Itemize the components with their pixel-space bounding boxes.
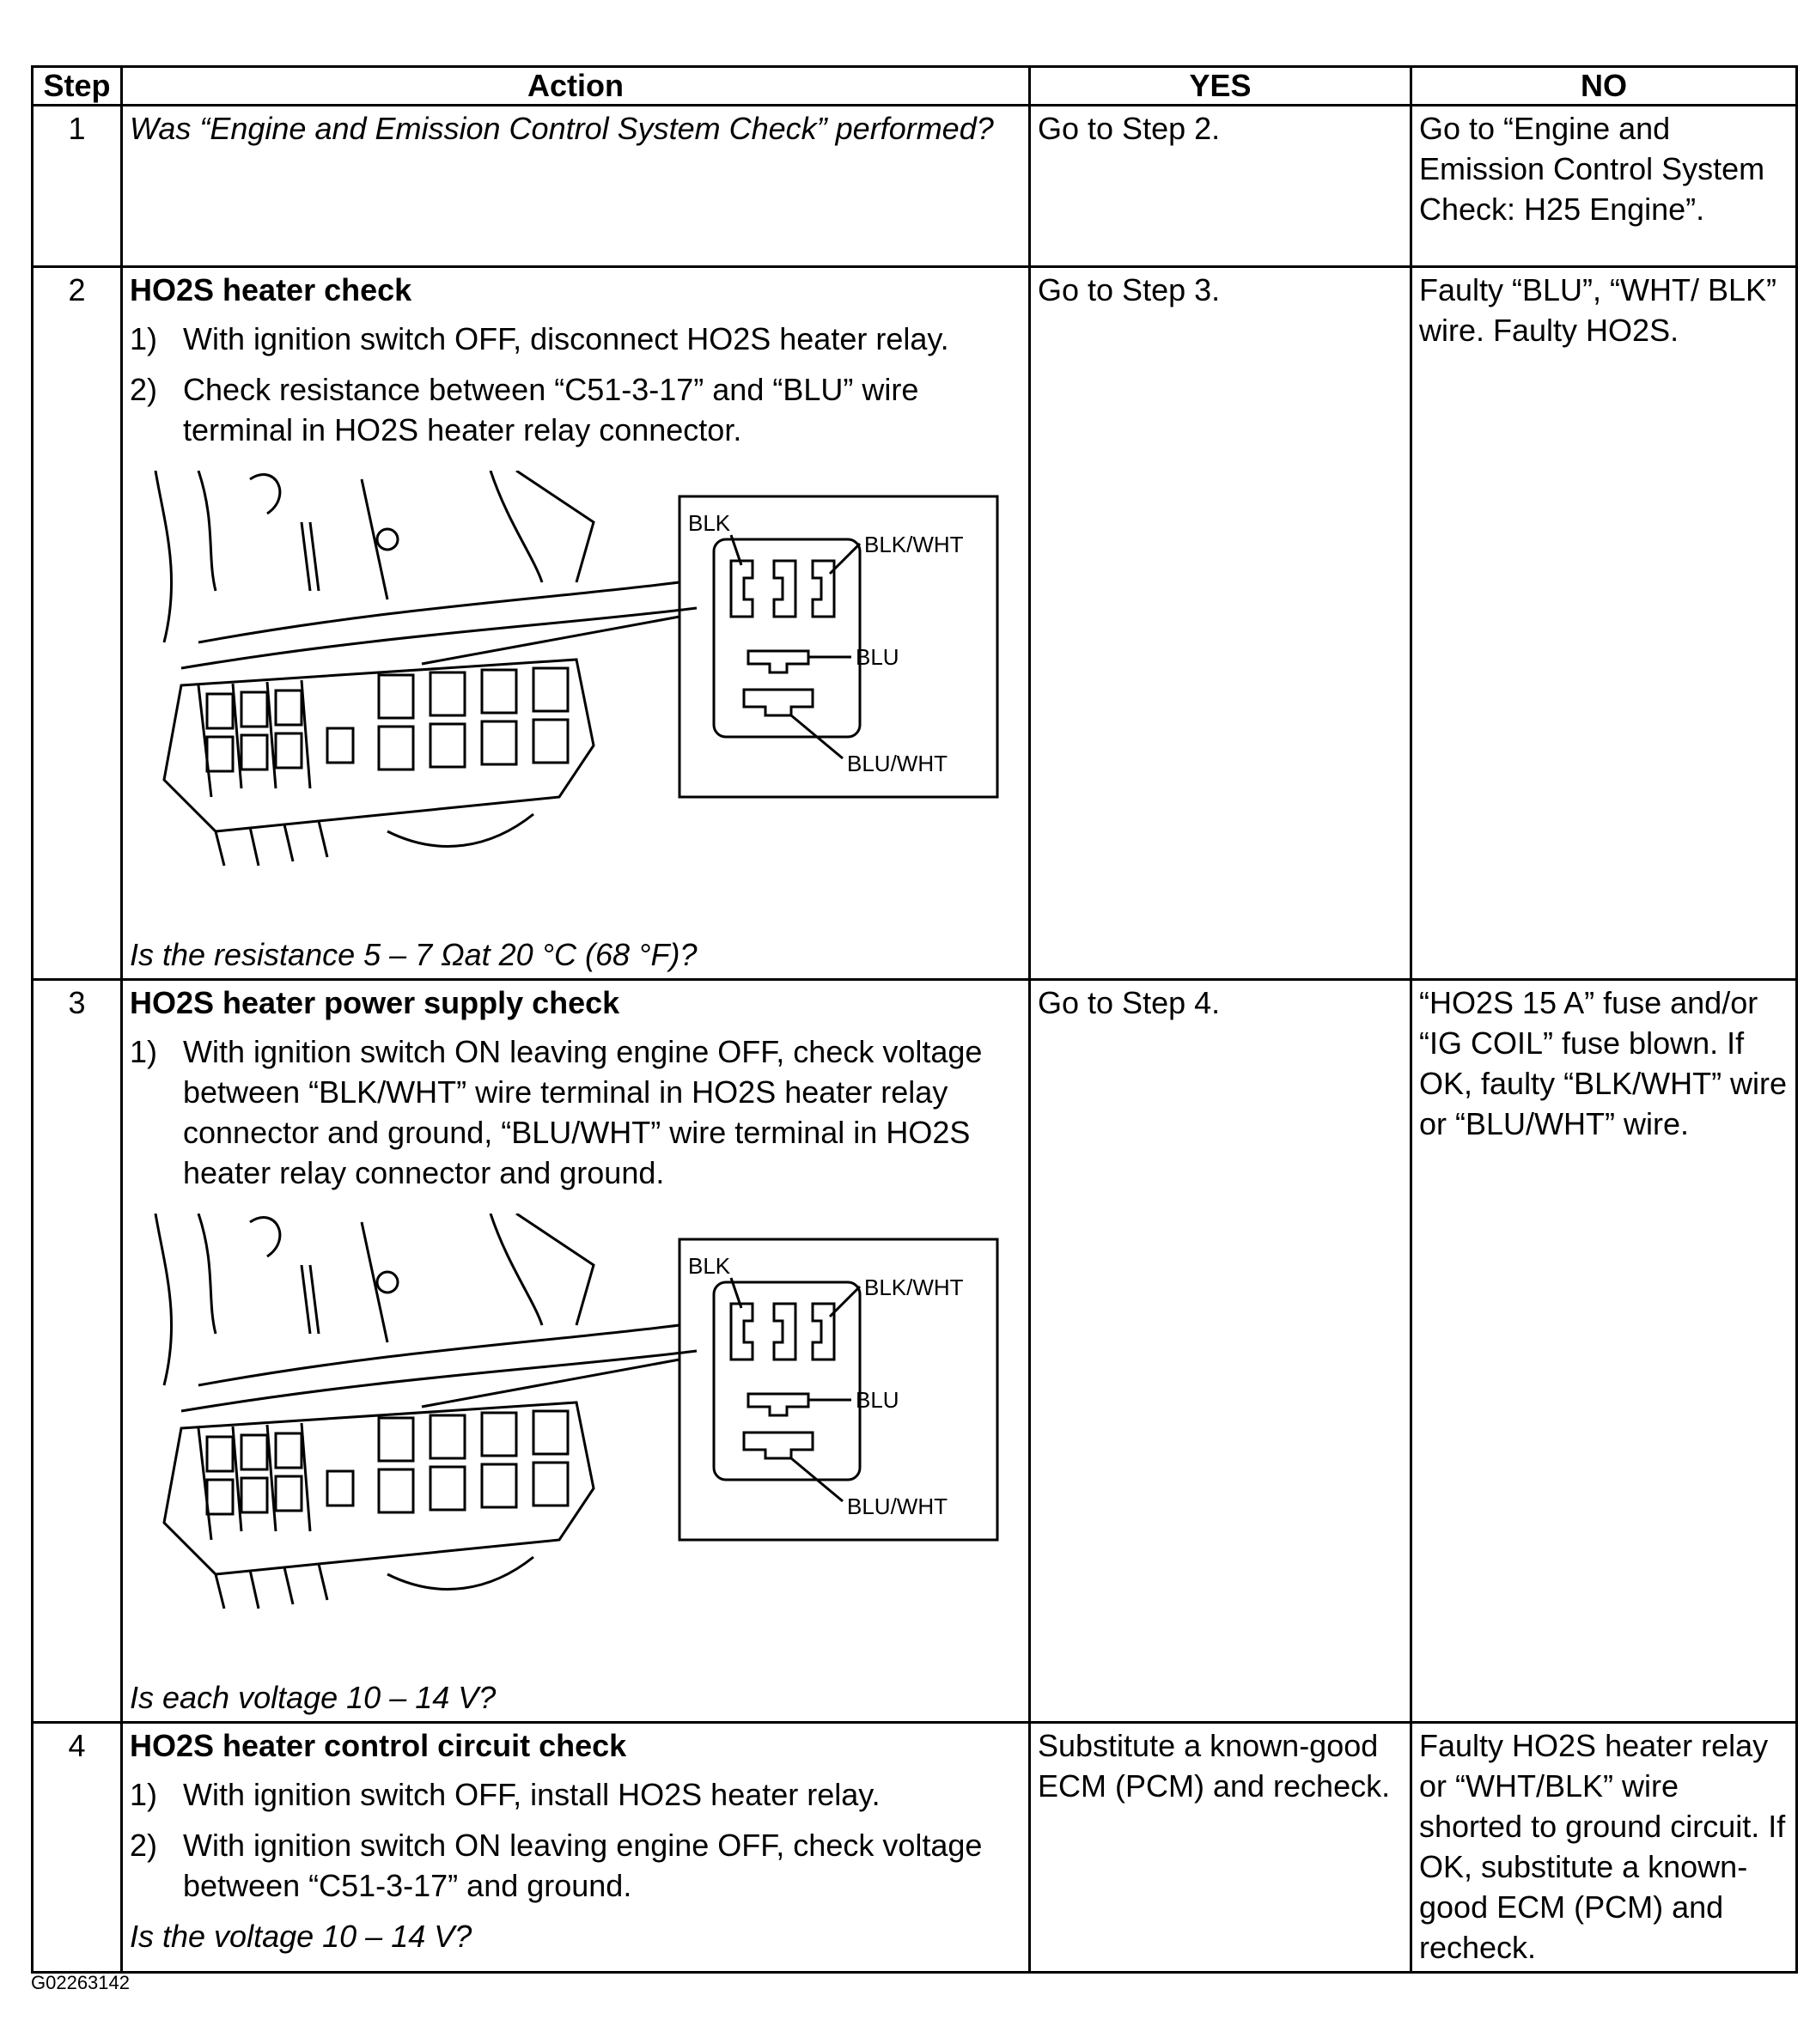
- label-blu-wht: BLU/WHT: [847, 751, 948, 776]
- step-number: 3: [33, 980, 122, 1723]
- label-blu: BLU: [856, 1387, 899, 1413]
- action-cell: [122, 980, 1030, 1723]
- yes-cell: Go to Step 4.: [1030, 980, 1411, 1723]
- no-cell: Go to “Engine and Emission Control System Check: H25 Engine”.: [1411, 106, 1797, 267]
- header-yes: YES: [1030, 67, 1411, 106]
- table-row-step-1: [33, 106, 1797, 267]
- label-blu-wht: BLU/WHT: [847, 1493, 948, 1519]
- relay-connector-figure: [130, 471, 1021, 917]
- step-title: HO2S heater check: [130, 272, 412, 307]
- table-row-step-2: [33, 267, 1797, 980]
- list-item: 1) With ignition switch OFF, disconnect HO2S heater relay.: [130, 321, 949, 356]
- step-question: Is the resistance 5 – 7 Ωat 20 °C (68 °F)?: [130, 937, 698, 972]
- step-question: Is the voltage 10 – 14 V?: [130, 1919, 472, 1954]
- no-cell: “HO2S 15 A” fuse and/or “IG COIL” fuse blown. If OK, faulty “BLK/WHT” wire or “BLU/WHT” wire.: [1411, 980, 1797, 1723]
- step-number: 2: [33, 267, 122, 980]
- action-cell: [122, 1723, 1030, 1973]
- instruction-list: [130, 319, 1021, 450]
- list-item: 2) Check resistance between “C51-3-17” and “BLU” wire terminal in HO2S heater relay connector.: [130, 372, 919, 447]
- header-action: Action: [122, 67, 1030, 106]
- table-row-step-4: [33, 1723, 1797, 1973]
- diagnostic-table: [31, 65, 1798, 1974]
- figure-code: G02263142: [31, 1972, 130, 1993]
- action-cell: [122, 267, 1030, 980]
- step-title: HO2S heater power supply check: [130, 985, 620, 1020]
- action-cell: [122, 106, 1030, 267]
- label-blk-wht: BLK/WHT: [864, 1274, 964, 1300]
- no-cell: Faulty “BLU”, “WHT/ BLK” wire. Faulty HO2S.: [1411, 267, 1797, 980]
- step-question: Is each voltage 10 – 14 V?: [130, 1680, 497, 1715]
- list-item: 1) With ignition switch ON leaving engine OFF, check voltage between “BLK/WHT” wire terminal in HO2S heater relay connector and ground, “BLU/WHT” wire terminal in HO2S heater relay connector and ground.: [130, 1034, 983, 1190]
- list-item: 2) With ignition switch ON leaving engine OFF, check voltage between “C51-3-17” and ground.: [130, 1828, 983, 1903]
- step-title: HO2S heater control circuit check: [130, 1728, 627, 1763]
- relay-connector-figure: [130, 1214, 1021, 1660]
- header-step: Step: [33, 67, 122, 106]
- table-row-step-3: [33, 980, 1797, 1723]
- label-blk: BLK: [688, 510, 731, 536]
- header-no: NO: [1411, 67, 1797, 106]
- list-item: 1) With ignition switch OFF, install HO2S heater relay.: [130, 1777, 881, 1812]
- relay-connector-diagram: [130, 1214, 1023, 1660]
- label-blk: BLK: [688, 1253, 731, 1279]
- step-question: Was “Engine and Emission Control System Check” performed?: [130, 111, 994, 146]
- step-number: 1: [33, 106, 122, 267]
- yes-cell: Go to Step 2.: [1030, 106, 1411, 267]
- no-cell: Faulty HO2S heater relay or “WHT/BLK” wire shorted to ground circuit. If OK, substitute a known-good ECM (PCM) and recheck.: [1411, 1723, 1797, 1973]
- yes-cell: Substitute a known-good ECM (PCM) and recheck.: [1030, 1723, 1411, 1973]
- label-blk-wht: BLK/WHT: [864, 532, 964, 557]
- instruction-list: [130, 1031, 1021, 1193]
- table-header-row: [33, 67, 1797, 106]
- step-number: 4: [33, 1723, 122, 1973]
- instruction-list: [130, 1774, 1021, 1906]
- label-blu: BLU: [856, 644, 899, 670]
- relay-connector-diagram: [130, 471, 1023, 917]
- yes-cell: Go to Step 3.: [1030, 267, 1411, 980]
